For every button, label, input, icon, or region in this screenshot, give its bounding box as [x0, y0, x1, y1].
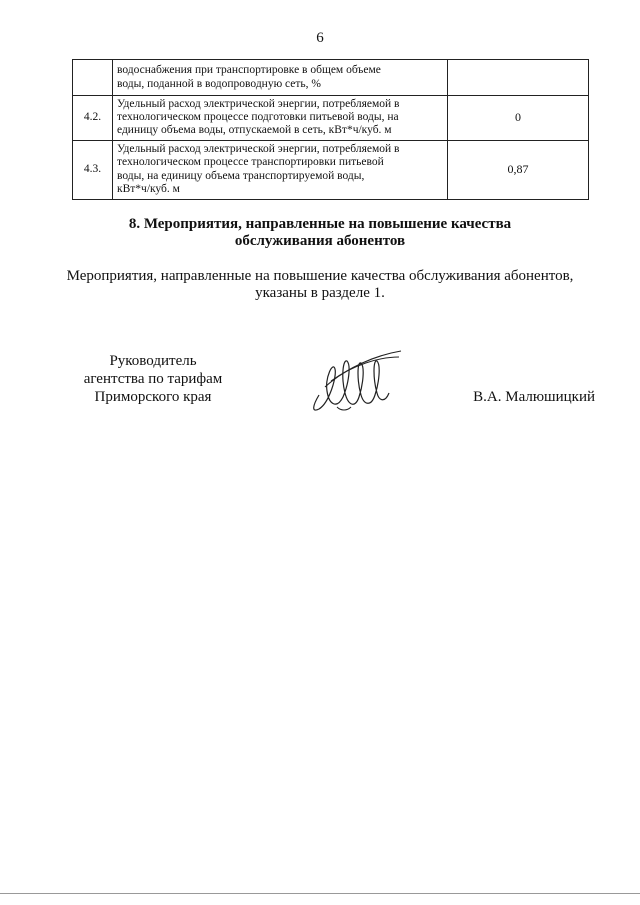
- description-line: водоснабжения при транспортировке в общем объеме: [117, 64, 381, 77]
- section-body: [0, 268, 640, 302]
- table-row: [73, 96, 589, 141]
- row-description: [113, 96, 448, 141]
- row-number: [73, 60, 113, 96]
- section-title-line: обслуживания абонентов: [234, 233, 406, 249]
- row-value: 0: [448, 96, 589, 141]
- page-number: 6: [316, 30, 324, 46]
- section-title-line: 8. Мероприятия, направленные на повышение качества: [128, 216, 512, 232]
- signer-title-line: Приморского края: [94, 389, 212, 405]
- description-line: Удельный расход электрической энергии, потребляемой в: [117, 143, 400, 156]
- table-row: [73, 140, 589, 199]
- signer-title-line: Руководитель: [109, 353, 197, 369]
- description-line: воды, на единицу объема транспортируемой воды,: [117, 169, 365, 182]
- indicators-table: [72, 59, 589, 200]
- row-description: [113, 140, 448, 199]
- row-value: 0,87: [448, 140, 589, 199]
- section-body-line: Мероприятия, направленные на повышение качества обслуживания абонентов,: [66, 268, 574, 284]
- signer-title: [68, 352, 238, 406]
- description-line: Удельный расход электрической энергии, потребляемой в: [117, 98, 400, 110]
- section-title: [0, 216, 640, 250]
- table-row: [73, 60, 589, 96]
- row-value: [448, 60, 589, 96]
- description-line: воды, поданной в водопроводную сеть, %: [117, 77, 321, 90]
- section-body-line: указаны в разделе 1.: [255, 285, 385, 301]
- description-line: технологическом процессе подготовки питьевой воды, на: [117, 111, 399, 124]
- page-bottom-edge: [0, 893, 640, 894]
- row-number: 4.2.: [73, 96, 113, 141]
- handwritten-signature: [307, 347, 407, 417]
- row-description: [113, 60, 448, 96]
- signer-name: В.А. Малюшицкий: [473, 389, 595, 405]
- description-line: технологическом процессе транспортировки питьевой: [117, 156, 384, 169]
- description-line: кВт*ч/куб. м: [117, 182, 180, 195]
- signer-title-line: агентства по тарифам: [83, 371, 223, 387]
- row-number: 4.3.: [73, 140, 113, 199]
- description-line: единицу объема воды, отпускаемой в сеть, кВт*ч/куб. м: [117, 124, 392, 137]
